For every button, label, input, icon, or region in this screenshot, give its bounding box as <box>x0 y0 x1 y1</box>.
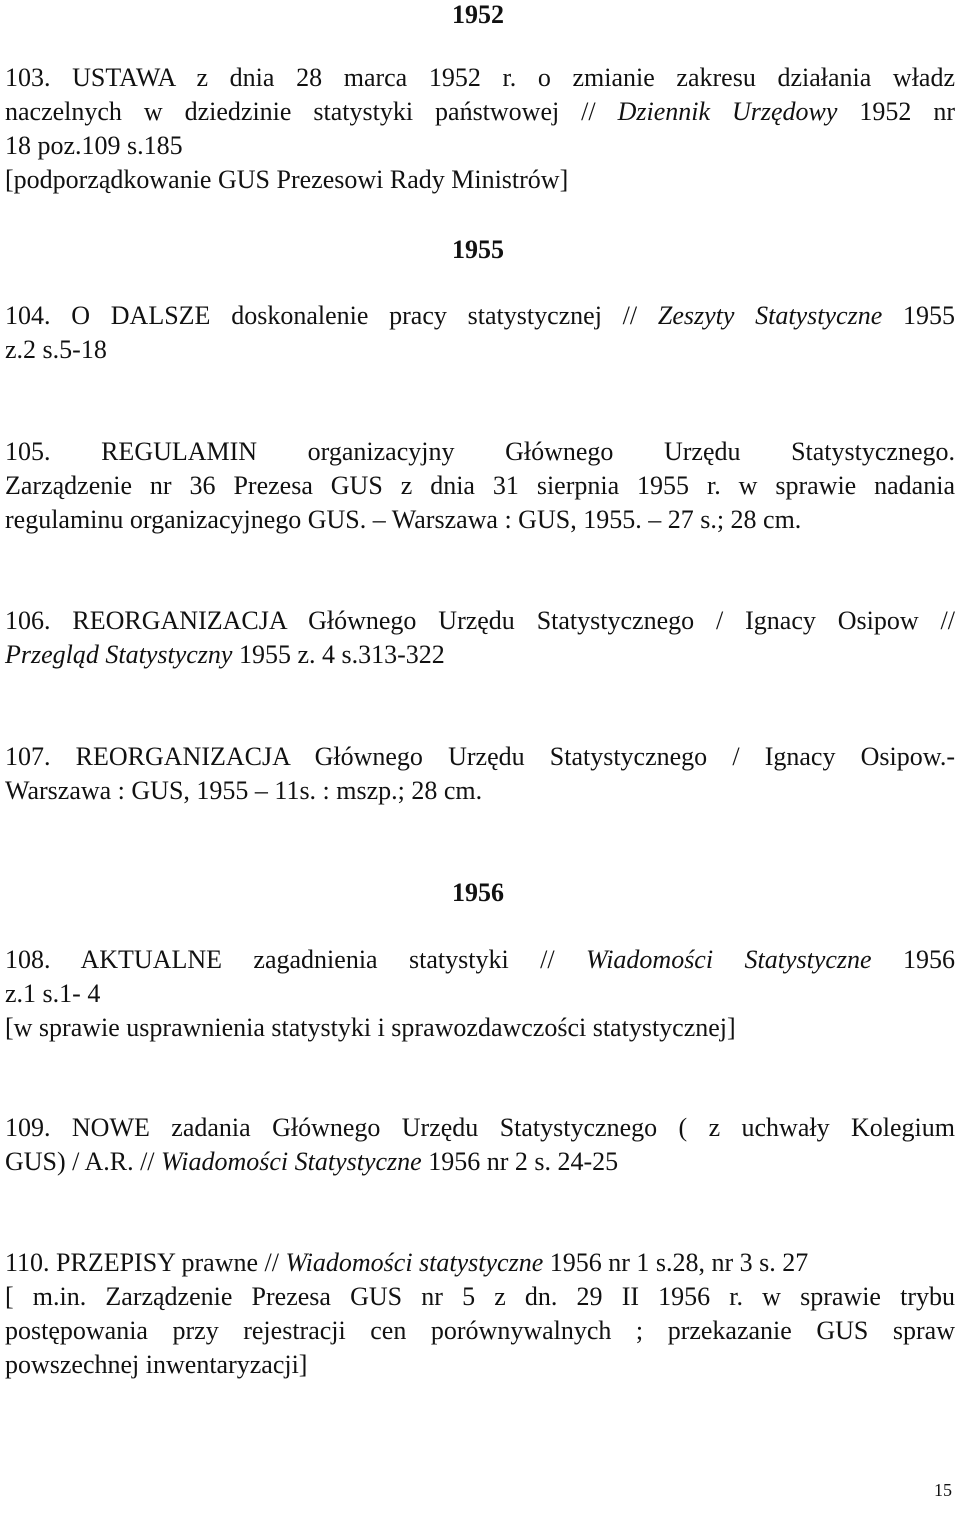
journal-title: Dziennik Urzędowy <box>617 97 838 126</box>
entry-text: 1952 nr <box>837 97 955 126</box>
journal-title: Wiadomości Statystyczne <box>585 945 872 974</box>
entry-105 <box>5 435 955 537</box>
entry-text: 106. REORGANIZACJA Głównego Urzędu Statystycznego / Ignacy Osipow // <box>5 606 955 635</box>
entry-107 <box>5 740 955 808</box>
entry-line <box>5 1314 955 1348</box>
entry-line <box>5 977 955 1011</box>
entry-line <box>5 943 955 977</box>
entry-text: Zarządzenie nr 36 Prezesa GUS z dnia 31 sierpnia 1955 r. w sprawie nadania <box>5 471 955 500</box>
entry-line <box>5 469 955 503</box>
journal-title: Wiadomości statystyczne <box>285 1248 544 1277</box>
entry-line <box>5 95 955 129</box>
entry-text: Warszawa : GUS, 1955 – 11s. : mszp.; 28 cm. <box>5 776 483 805</box>
entry-text: 18 poz.109 s.185 <box>5 131 183 160</box>
entry-line <box>5 333 955 367</box>
entry-line <box>5 740 955 774</box>
entry-line <box>5 638 955 672</box>
entry-text: 109. NOWE zadania Głównego Urzędu Statystycznego ( z uchwały Kolegium <box>5 1113 955 1142</box>
entry-text: z.1 s.1- 4 <box>5 979 101 1008</box>
entry-line <box>5 1011 955 1045</box>
entry-line <box>5 435 955 469</box>
entry-text: [podporządkowanie GUS Prezesowi Rady Ministrów] <box>5 165 569 194</box>
entry-text: naczelnych w dziedzinie statystyki państwowej // <box>5 97 618 126</box>
entry-103 <box>5 61 955 197</box>
entry-text: regulaminu organizacyjnego GUS. – Warszawa : GUS, 1955. – 27 s.; 28 cm. <box>5 505 802 534</box>
entry-text: 107. REORGANIZACJA Głównego Urzędu Statystycznego / Ignacy Osipow.- <box>5 742 955 771</box>
entry-line <box>5 163 955 197</box>
entry-line <box>5 1246 955 1280</box>
entry-text: 103. USTAWA z dnia 28 marca 1952 r. o zmianie zakresu działania władz <box>5 63 955 92</box>
entry-line <box>5 774 955 808</box>
entry-text: 1955 z. 4 s.313-322 <box>232 640 445 669</box>
entry-text: 1956 <box>871 945 955 974</box>
entry-text: 1956 nr 1 s.28, nr 3 s. 27 <box>543 1248 809 1277</box>
entry-text: z.2 s.5-18 <box>5 335 107 364</box>
entry-line <box>5 1145 955 1179</box>
entry-text: 104. O DALSZE doskonalenie pracy statystycznej // <box>5 301 658 330</box>
entry-line <box>5 604 955 638</box>
entry-text: 108. AKTUALNE zagadnienia statystyki // <box>5 945 586 974</box>
entry-text: [ m.in. Zarządzenie Prezesa GUS nr 5 z dn. 29 II 1956 r. w sprawie trybu <box>5 1282 955 1311</box>
entry-line <box>5 61 955 95</box>
entry-text: 110. PRZEPISY prawne // <box>5 1248 286 1277</box>
entry-text: GUS) / A.R. // <box>5 1147 162 1176</box>
entry-109 <box>5 1111 955 1179</box>
page-number: 15 <box>934 1480 952 1500</box>
entry-line <box>5 1111 955 1145</box>
entry-line <box>5 299 955 333</box>
year-heading-1956: 1956 <box>452 878 504 907</box>
journal-title: Zeszyty Statystyczne <box>657 301 883 330</box>
entry-text: postępowania przy rejestracji cen porównywalnych ; przekazanie GUS spraw <box>5 1316 955 1345</box>
entry-110 <box>5 1246 955 1382</box>
entry-line <box>5 1280 955 1314</box>
entry-text: powszechnej inwentaryzacji] <box>5 1350 308 1379</box>
entry-text: [w sprawie usprawnienia statystyki i sprawozdawczości statystycznej] <box>5 1013 736 1042</box>
entry-text: 105. REGULAMIN organizacyjny Głównego Urzędu Statystycznego. <box>5 437 955 466</box>
entry-line <box>5 1348 955 1382</box>
year-heading-1955: 1955 <box>452 235 504 264</box>
entry-108 <box>5 943 955 1045</box>
journal-title: Wiadomości Statystyczne <box>161 1147 422 1176</box>
journal-title: Przegląd Statystyczny <box>5 640 233 669</box>
entry-text: 1955 <box>882 301 956 330</box>
year-heading-1952: 1952 <box>452 0 504 29</box>
entry-line <box>5 129 955 163</box>
entry-106 <box>5 604 955 672</box>
entry-line <box>5 503 955 537</box>
entry-text: 1956 nr 2 s. 24-25 <box>421 1147 619 1176</box>
entry-104 <box>5 299 955 367</box>
